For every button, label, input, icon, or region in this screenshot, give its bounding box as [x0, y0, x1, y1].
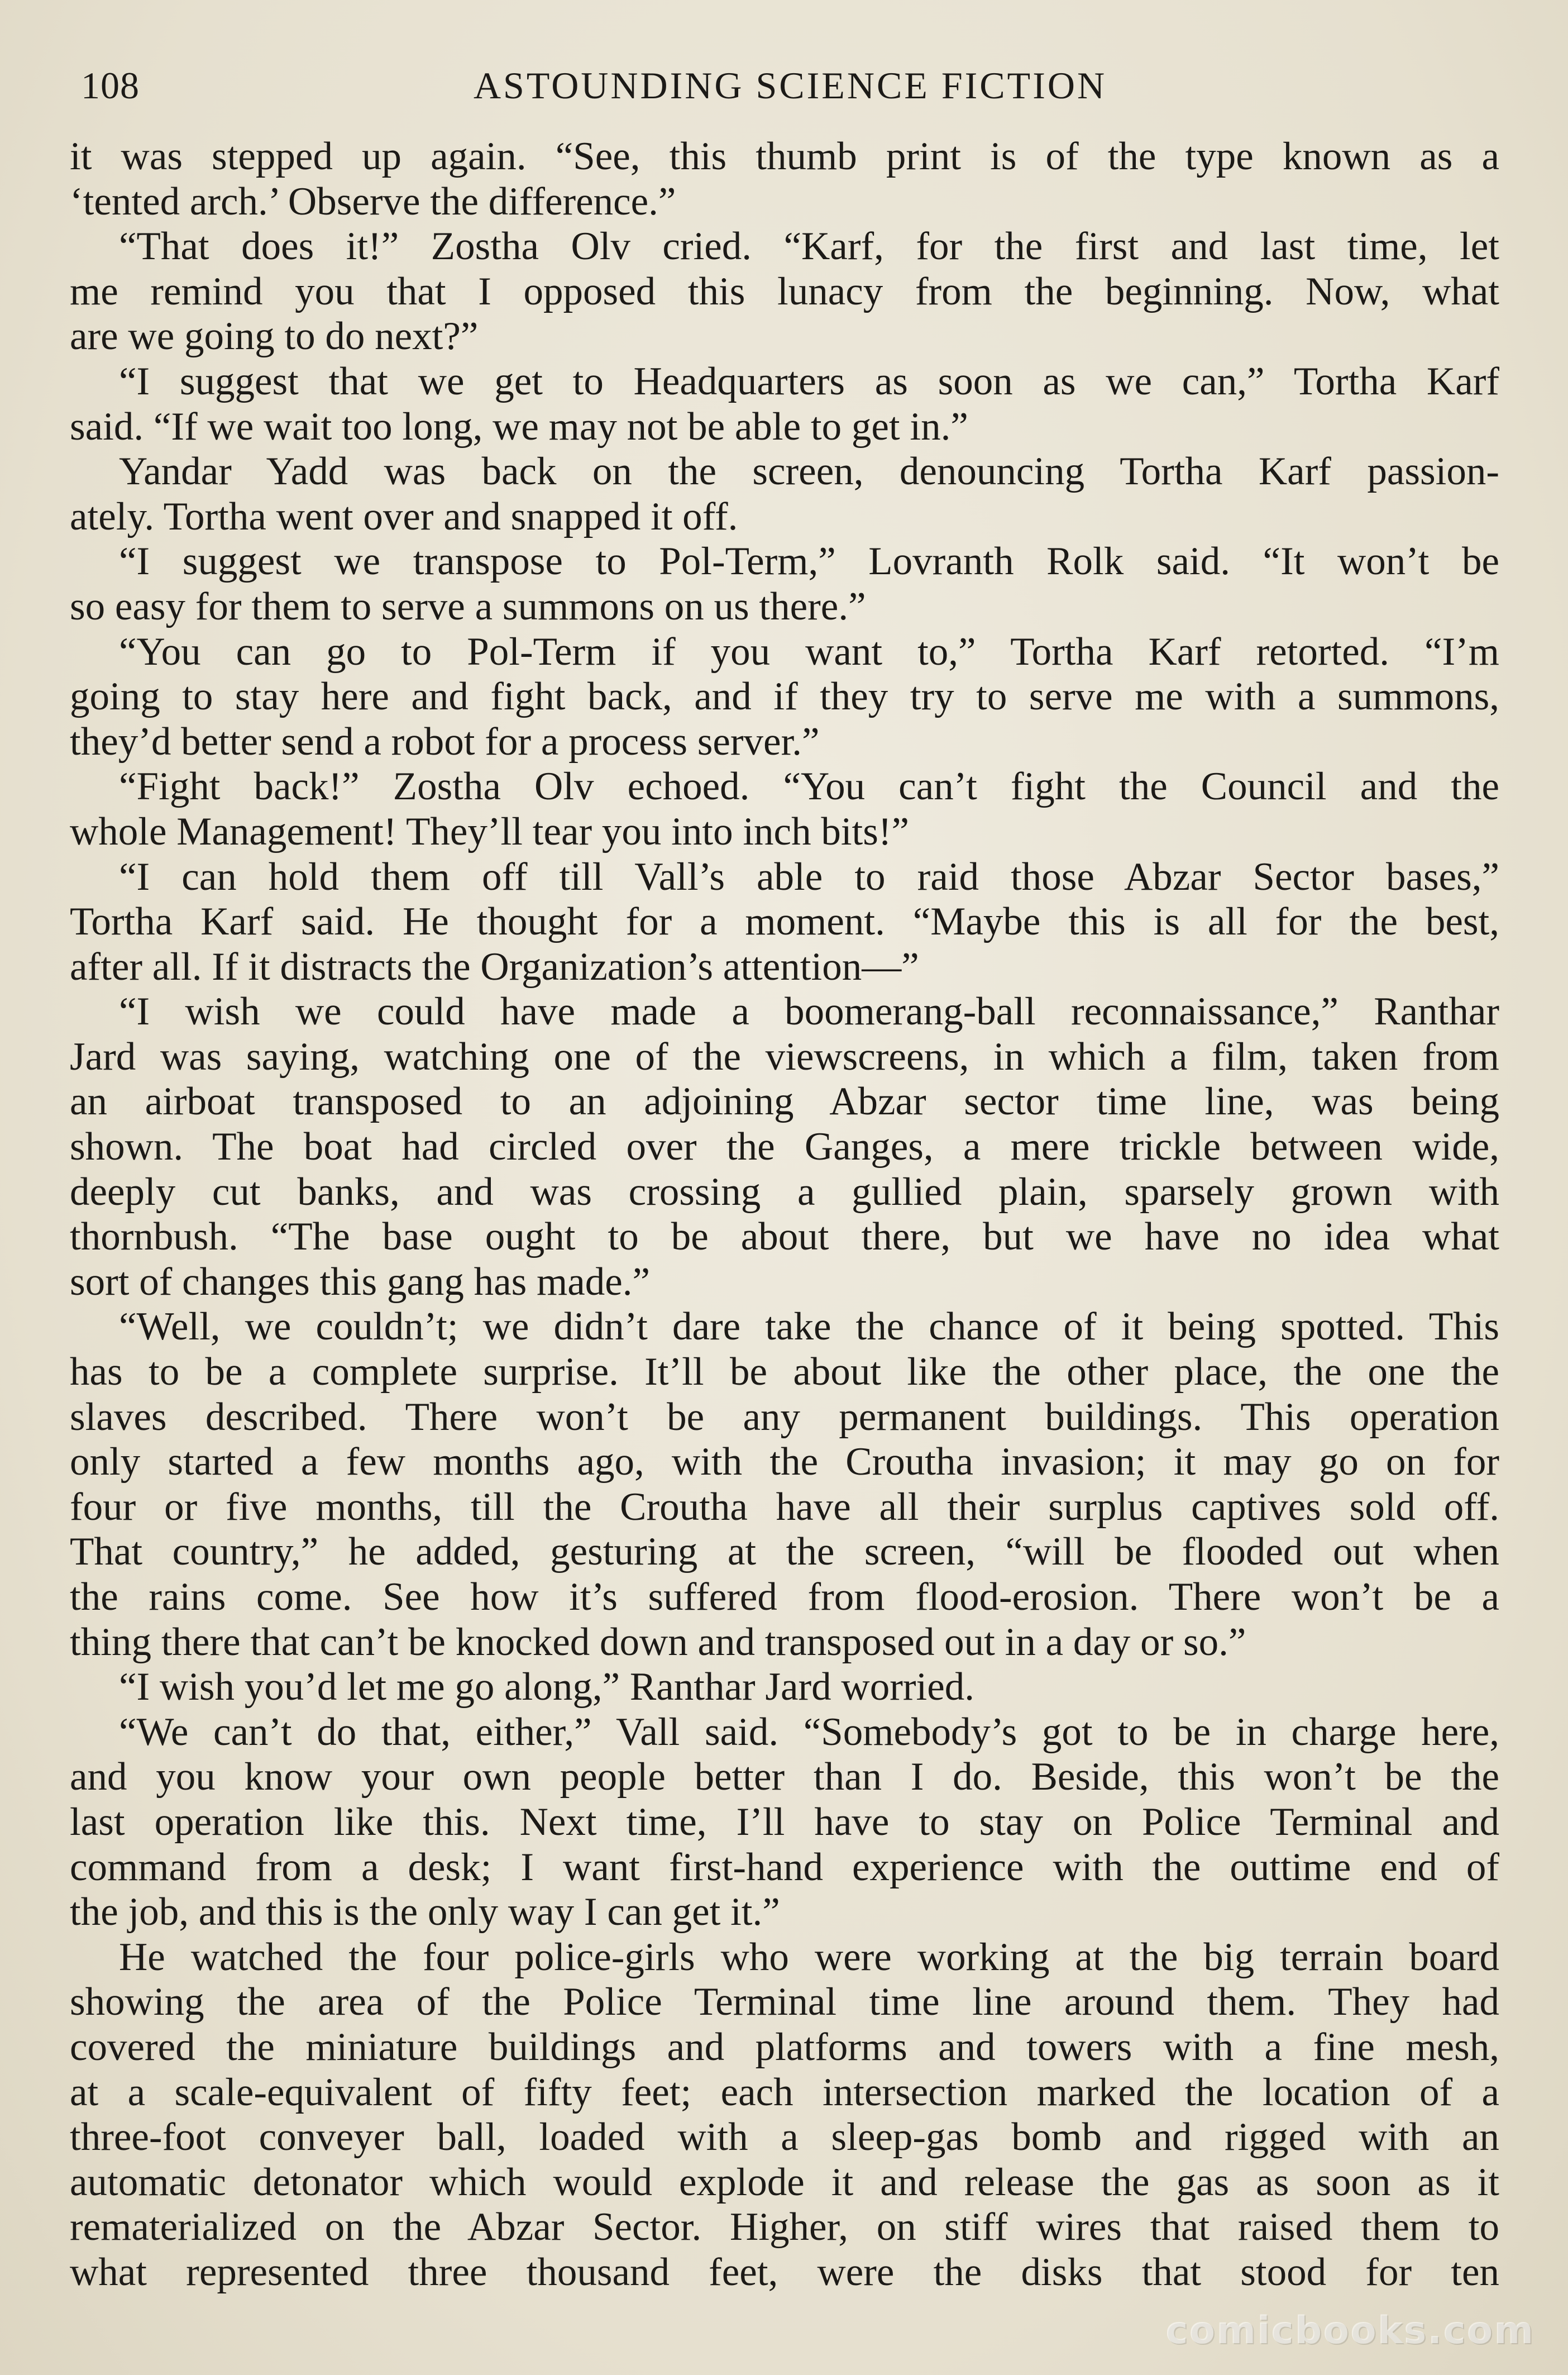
text-line: the job, and this is the only way I can get it.” [70, 1890, 780, 1934]
text-line: deeply cut banks, and was crossing a gullied plain, sparsely grown with [70, 1170, 1499, 1214]
text-line: automatic detonator which would explode it and release the gas as soon as it [70, 2160, 1499, 2204]
text-line: That country,” he added, gesturing at the screen, “will be flooded out when [70, 1530, 1499, 1574]
text-line: whole Management! They’ll tear you into inch bits!” [70, 809, 910, 853]
text-line: Jard was saying, watching one of the viewscreens, in which a film, taken from [70, 1034, 1499, 1079]
text-line: slaves described. There won’t be any permanent buildings. This operation [70, 1395, 1499, 1439]
text-line: “I wish you’d let me go along,” Ranthar Jard worried. [119, 1665, 974, 1709]
text-line: shown. The boat had circled over the Ganges, a mere trickle between wide, [70, 1125, 1499, 1169]
text-line: “That does it!” Zostha Olv cried. “Karf, for the first and last time, let [119, 225, 1499, 269]
page-number: 108 [81, 64, 140, 107]
body-text [70, 134, 1499, 2295]
text-line: after all. If it distracts the Organization’s attention—” [70, 945, 919, 989]
text-line: rematerialized on the Abzar Sector. Higher, on stiff wires that raised them to [70, 2205, 1499, 2249]
text-line: only started a few months ago, with the Croutha invasion; it may go on for [70, 1440, 1499, 1484]
text-line: the rains come. See how it’s suffered from flood-erosion. There won’t be a [70, 1575, 1499, 1619]
text-line: last operation like this. Next time, I’ll have to stay on Police Terminal and [70, 1800, 1499, 1844]
text-line: “I can hold them off till Vall’s able to raid those Abzar Sector bases,” [119, 855, 1499, 899]
text-line: Tortha Karf said. He thought for a moment. “Maybe this is all for the best, [70, 900, 1499, 944]
text-line: said. “If we wait too long, we may not be able to get in.” [70, 404, 968, 449]
text-line: four or five months, till the Croutha have all their surplus captives sold off. [70, 1485, 1499, 1529]
text-line: it was stepped up again. “See, this thumb print is of the type known as a [70, 135, 1499, 178]
text-line: has to be a complete surprise. It’ll be about like the other place, the one the [70, 1350, 1499, 1394]
text-line: are we going to do next?” [70, 314, 479, 359]
text-line: ately. Tortha went over and snapped it off. [70, 494, 738, 538]
text-line: at a scale-equivalent of fifty feet; each intersection marked the location of a [70, 2070, 1499, 2114]
text-line: sort of changes this gang has made.” [70, 1260, 651, 1304]
text-line: “I suggest that we get to Headquarters as soon as we can,” Tortha Karf [119, 359, 1499, 403]
text-line: command from a desk; I want first-hand experience with the outtime end of [70, 1845, 1499, 1889]
text-line: covered the miniature buildings and platforms and towers with a fine mesh, [70, 2025, 1499, 2069]
text-line: going to stay here and fight back, and if they try to serve me with a summons, [70, 675, 1499, 719]
text-line: what represented three thousand feet, were the disks that stood for ten [70, 2250, 1499, 2294]
text-line: and you know your own people better than I do. Beside, this won’t be the [70, 1755, 1499, 1799]
text-line: “We can’t do that, either,” Vall said. “Somebody’s got to be in charge here, [119, 1710, 1499, 1754]
watermark: comicbooks.com [1165, 2309, 1534, 2353]
text-line: “You can go to Pol-Term if you want to,” Tortha Karf retorted. “I’m [119, 629, 1499, 674]
text-line: “I wish we could have made a boomerang-ball reconnaissance,” Ranthar [119, 990, 1499, 1034]
text-line: they’d better send a robot for a process server.” [70, 719, 820, 764]
text-line: me remind you that I opposed this lunacy from the beginning. Now, what [70, 269, 1499, 313]
running-head: ASTOUNDING SCIENCE FICTION [473, 64, 1107, 107]
text-line: thing there that can’t be knocked down and transposed out in a day or so.” [70, 1620, 1246, 1664]
text-line: ‘tented arch.’ Observe the difference.” [70, 179, 676, 223]
text-line: “Fight back!” Zostha Olv echoed. “You can’t fight the Council and the [119, 765, 1499, 809]
text-line: Yandar Yadd was back on the screen, denouncing Tortha Karf passion- [119, 450, 1499, 494]
text-line: an airboat transposed to an adjoining Abzar sector time line, was being [70, 1080, 1499, 1124]
text-line: “I suggest we transpose to Pol-Term,” Lovranth Rolk said. “It won’t be [119, 540, 1499, 584]
text-line: three-foot conveyer ball, loaded with a sleep-gas bomb and rigged with an [70, 2115, 1499, 2159]
text-line: He watched the four police-girls who were working at the big terrain board [119, 1935, 1499, 1979]
text-line: thornbush. “The base ought to be about there, but we have no idea what [70, 1215, 1499, 1259]
text-line: showing the area of the Police Terminal time line around them. They had [70, 1980, 1499, 2024]
text-line: “Well, we couldn’t; we didn’t dare take the chance of it being spotted. This [119, 1305, 1499, 1349]
page-header [81, 60, 1499, 111]
text-line: so easy for them to serve a summons on us there.” [70, 584, 866, 628]
